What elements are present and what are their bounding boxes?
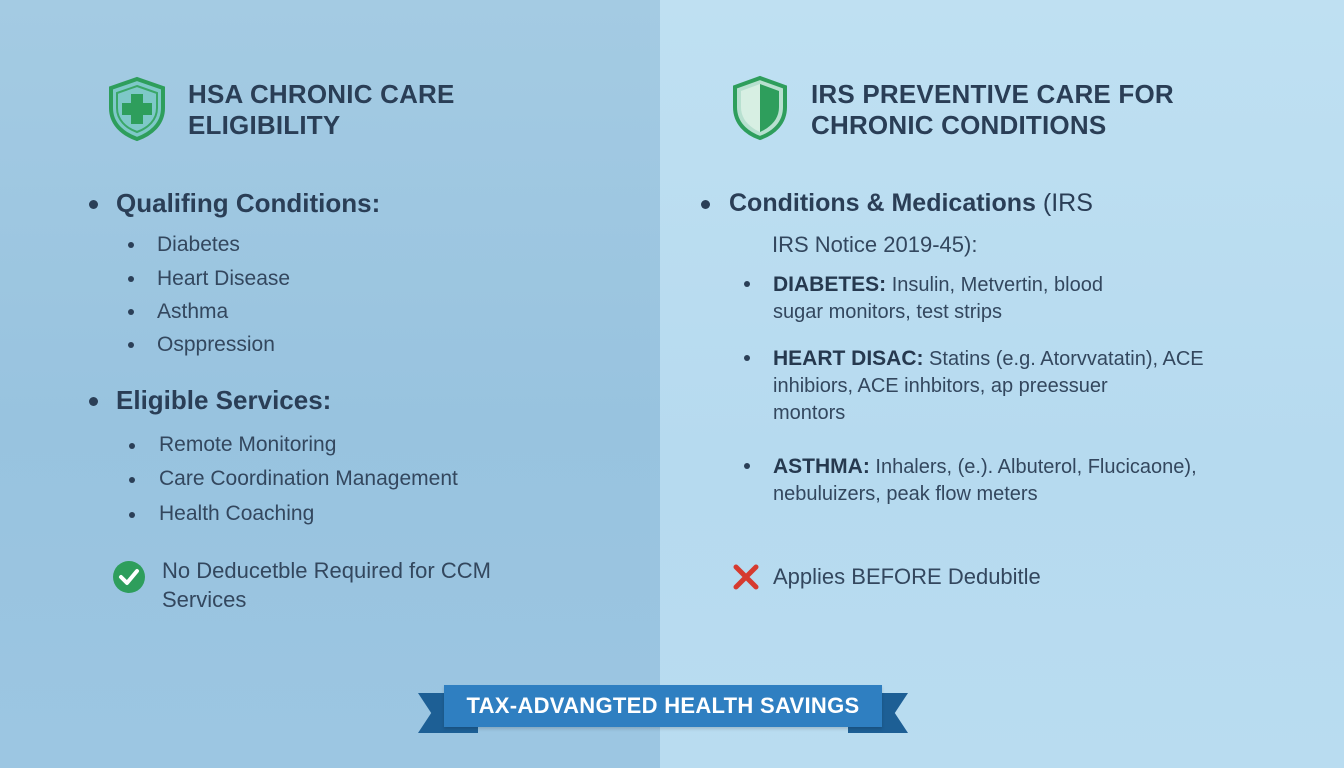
- qualifying-item: Diabetes: [157, 233, 240, 256]
- sub-bullet-dot: [129, 512, 135, 518]
- sub-bullet-dot: [744, 355, 750, 361]
- heart-text3: montors: [773, 402, 846, 424]
- heart-entry: [773, 345, 1204, 427]
- right-title-line2: CHRONIC CONDITIONS: [811, 110, 1107, 140]
- left-note-line1: No Deducetble Required for CCM: [162, 558, 491, 583]
- service-item: Remote Monitoring: [159, 433, 337, 456]
- asthma-label: ASTHMA:: [773, 455, 870, 478]
- diabetes-entry: [773, 271, 1103, 326]
- right-note: Applies BEFORE Dedubitle: [773, 564, 1041, 589]
- qualifying-heading: Qualifing Conditions:: [116, 188, 381, 218]
- sub-bullet-dot: [129, 443, 135, 449]
- sub-bullet-dot: [128, 242, 134, 248]
- service-item: Care Coordination Management: [159, 467, 458, 490]
- diabetes-text: Insulin, Metvertin, blood: [886, 274, 1103, 296]
- sub-bullet-dot: [744, 463, 750, 469]
- services-heading: Eligible Services:: [116, 385, 332, 415]
- heart-label: HEART DISAC:: [773, 347, 924, 370]
- irs-notice: IRS Notice 2019-45):: [772, 232, 978, 257]
- sub-bullet-dot: [128, 276, 134, 282]
- left-title-line1: HSA CHRONIC CARE: [188, 79, 455, 109]
- qualifying-item: Heart Disease: [157, 267, 291, 290]
- left-note: [162, 556, 491, 614]
- conditions-heading-suffix: (IRS: [1035, 189, 1093, 217]
- conditions-heading-text: Conditions & Medications: [729, 189, 1036, 217]
- bullet-dot: [89, 200, 98, 209]
- asthma-entry: [773, 453, 1197, 508]
- sub-bullet-dot: [744, 281, 750, 287]
- sub-bullet-dot: [128, 309, 134, 315]
- ribbon-label: TAX-ADVANGTED HEALTH SAVINGS: [444, 685, 882, 727]
- bullet-dot: [89, 397, 98, 406]
- tax-ribbon-banner: [418, 685, 908, 735]
- bullet-dot: [701, 200, 710, 209]
- x-mark-icon: [732, 563, 760, 591]
- shield-plus-icon: [106, 76, 168, 142]
- left-title: [188, 79, 455, 141]
- asthma-text2: nebuluizers, peak flow meters: [773, 483, 1038, 505]
- right-title: [811, 79, 1174, 141]
- sub-bullet-dot: [128, 342, 134, 348]
- conditions-heading: [729, 189, 1093, 218]
- qualifying-item: Asthma: [157, 300, 229, 323]
- left-note-line2: Services: [162, 587, 247, 612]
- right-panel: [660, 0, 1344, 768]
- left-panel: [0, 0, 660, 768]
- asthma-text: Inhalers, (e.). Albuterol, Flucicaone),: [869, 456, 1197, 478]
- diabetes-text2: sugar monitors, test strips: [773, 301, 1002, 323]
- qualifying-item: Osppression: [157, 333, 275, 356]
- left-title-line2: ELIGIBILITY: [188, 110, 341, 140]
- heart-text2: inhibiors, ACE inhbitors, ap preessuer: [773, 375, 1108, 397]
- diabetes-label: DIABETES:: [773, 273, 887, 296]
- shield-half-icon: [730, 75, 790, 141]
- check-circle-icon: [112, 560, 146, 594]
- sub-bullet-dot: [129, 477, 135, 483]
- right-title-line1: IRS PREVENTIVE CARE FOR: [811, 79, 1174, 109]
- service-item: Health Coaching: [159, 502, 315, 525]
- heart-text: Statins (e.g. Atorvvatatin), ACE: [923, 348, 1204, 370]
